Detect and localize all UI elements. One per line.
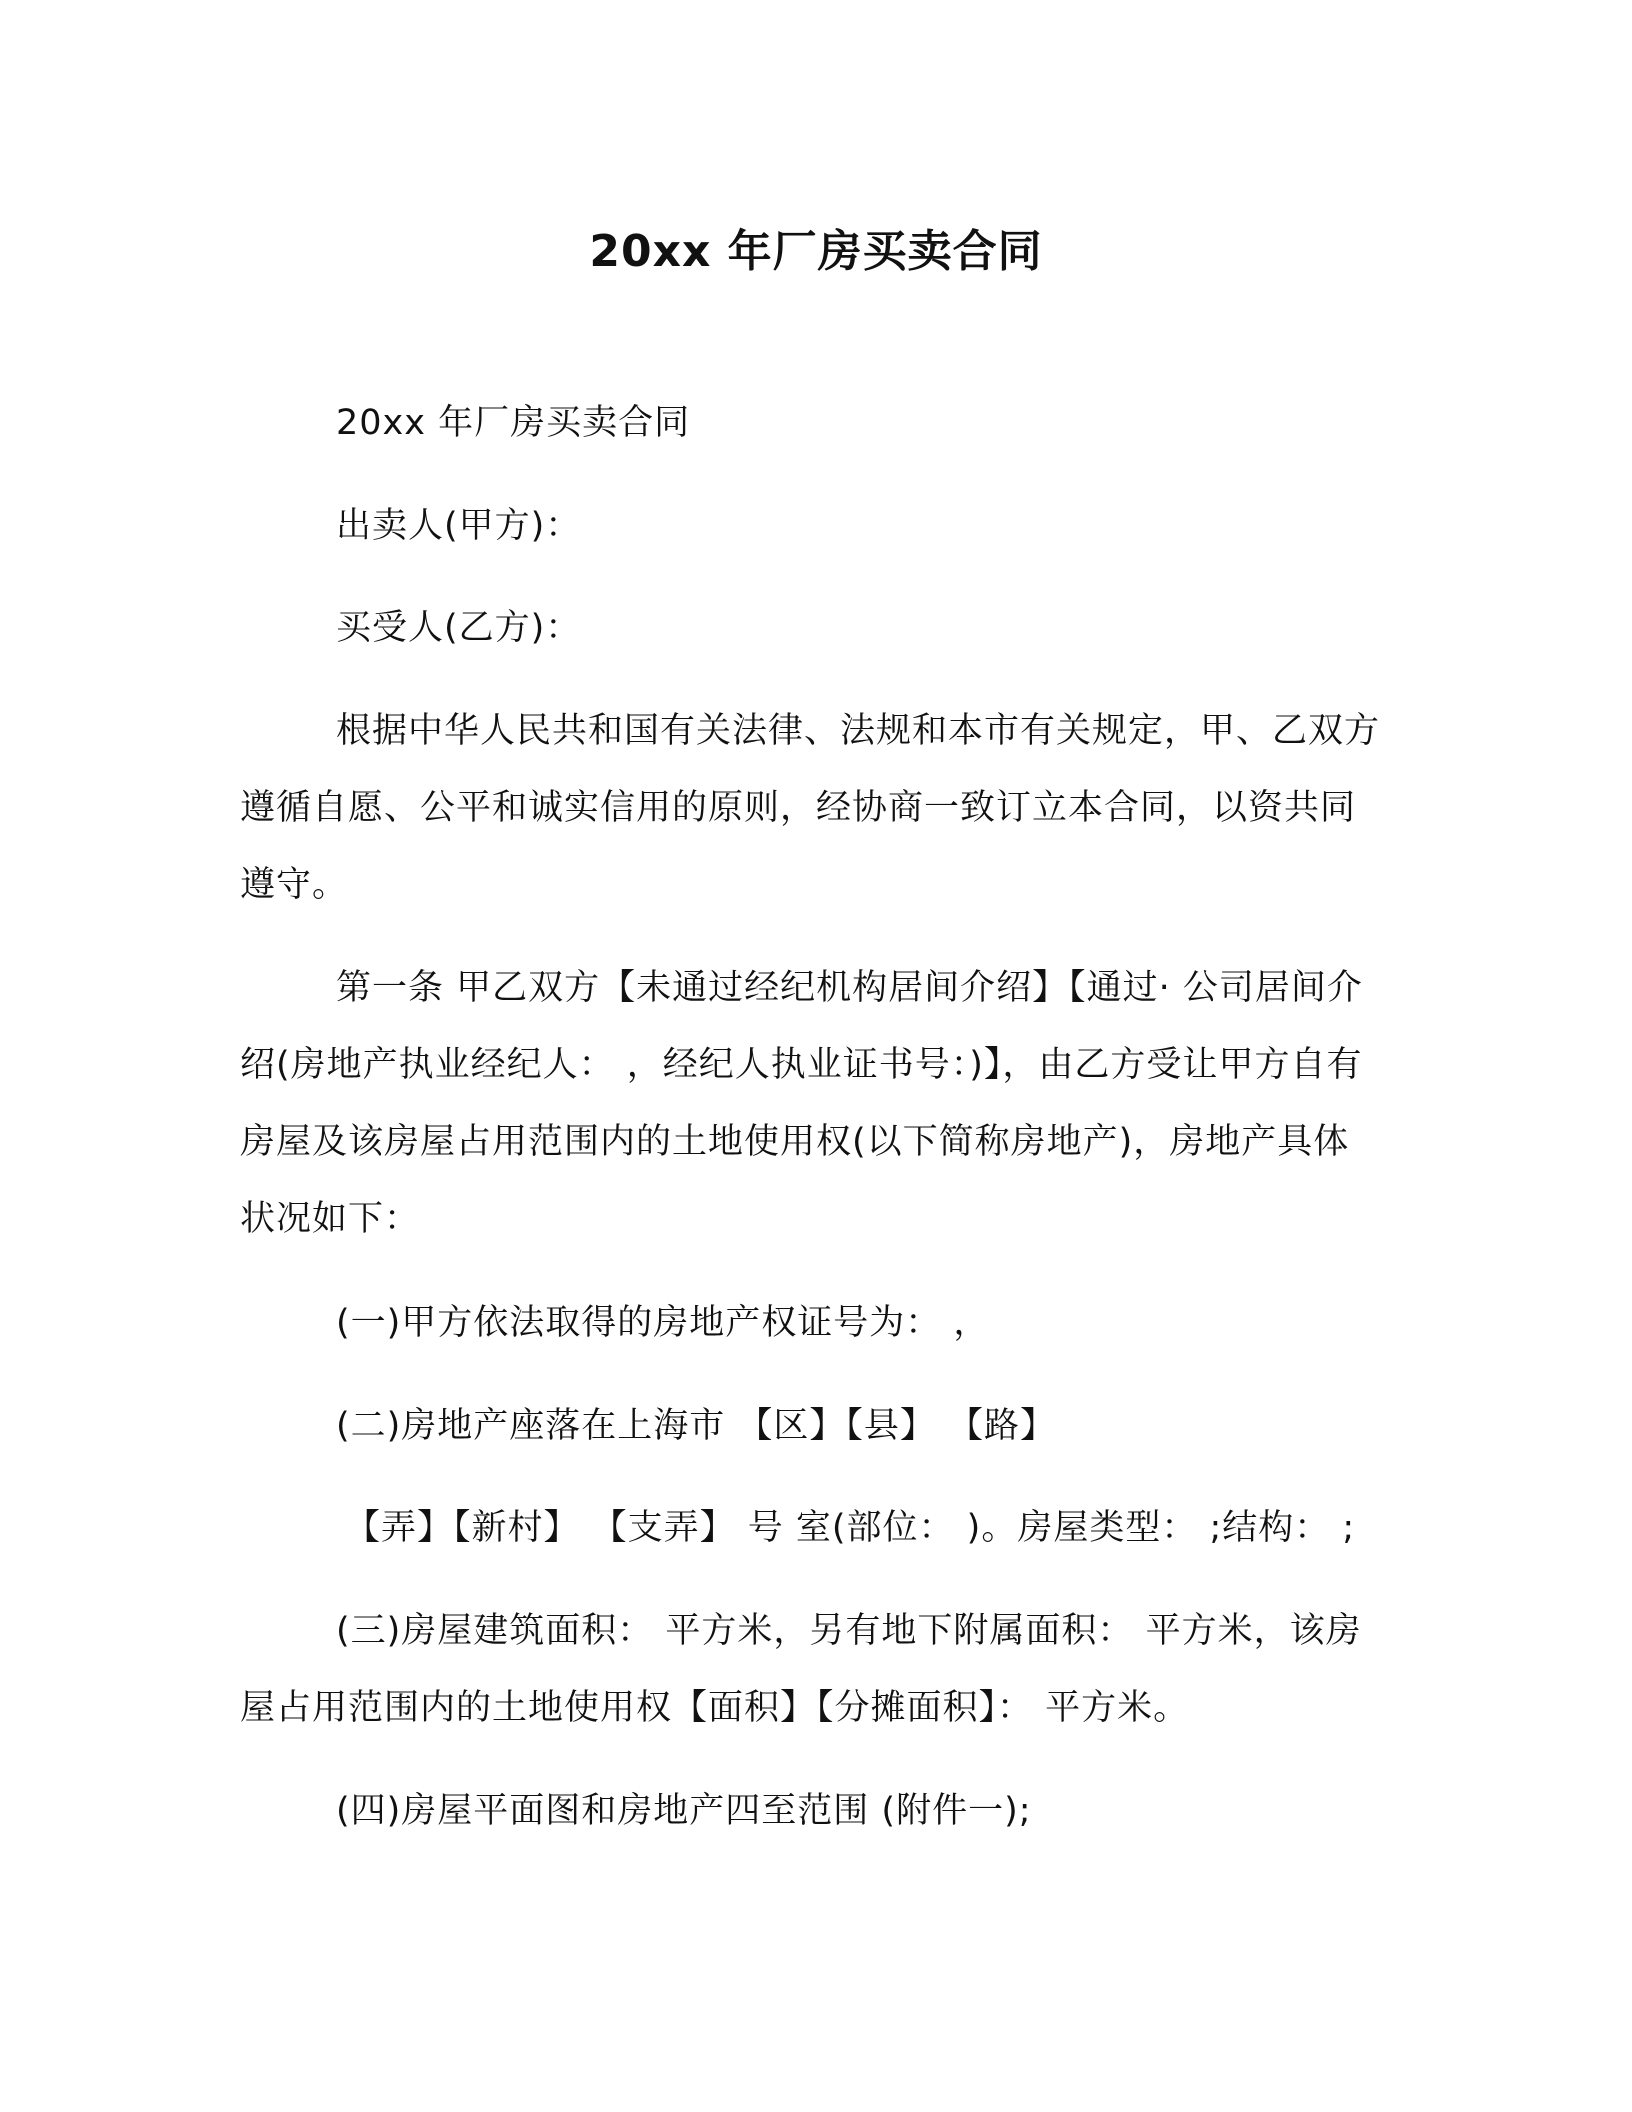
item-2-line-1: (二)房地产座落在上海市 【区】【县】 【路】 [336,1406,1057,1446]
item-3-paragraph: (三)房屋建筑面积： 平方米，另有地下附属面积： 平方米，该房屋占用范围内的土地使用权【面积】【分摊面积】： 平方米。 [240,1611,1362,1728]
item-1: (一)甲方依法取得的房地产权证号为： ， [336,1303,990,1343]
buyer-line: 买受人(乙方)： [336,608,582,648]
preamble-paragraph: 根据中华人民共和国有关法律、法规和本市有关规定，甲、乙双方遵循自愿、公平和诚实信用的原则，经协商一致订立本合同，以资共同遵守。 [240,711,1381,905]
seller-line: 出卖人(甲方)： [336,506,582,546]
item-2-line-2: 【弄】【新村】 【支弄】 号 室(部位： )。房屋类型： ;结构： ; [345,1508,1356,1548]
contract-heading: 20xx 年厂房买卖合同 [336,403,691,443]
article-1-paragraph: 第一条 甲乙双方【未通过经纪机构居间介绍】【通过· 公司居间介绍(房地产执业经纪人： ，经纪人执业证书号：)】，由乙方受让甲方自有房屋及该房屋占用范围内的土地使用权(以下简称房地产)，房地产具体状况如下： [240,968,1363,1239]
document-title: 20xx 年厂房买卖合同 [589,226,1043,277]
item-4: (四)房屋平面图和房地产四至范围 (附件一); [336,1791,1032,1831]
